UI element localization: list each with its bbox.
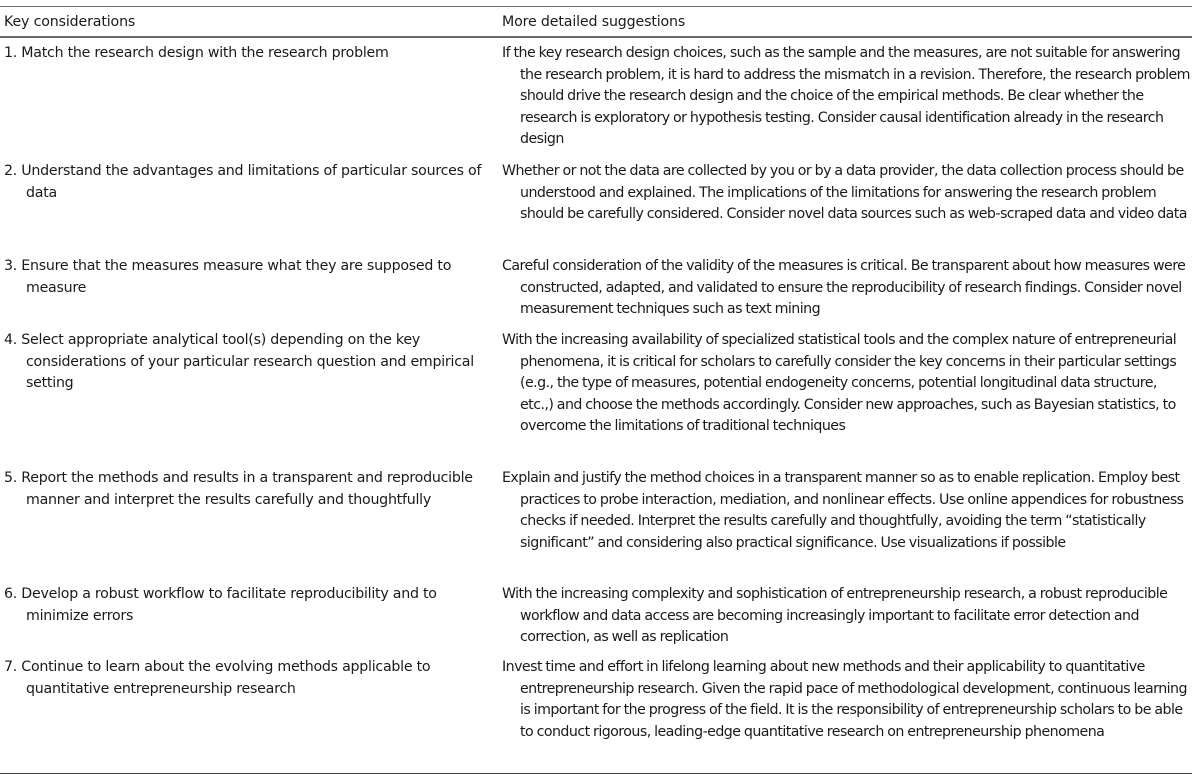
- table-row: [0, 581, 1192, 654]
- consideration-cell: 2. Understand the advantages and limitations of particular sources of data: [4, 163, 482, 201]
- suggestion-cell: Whether or not the data are collected by you or by a data provider, the data collection process should be understood and explained. The implications of the limitations for answering the research problem should be carefully considered. Consider novel data sources such as web-scraped data and video data: [502, 163, 1187, 222]
- consideration-cell: 3. Ensure that the measures measure what they are supposed to measure: [4, 258, 452, 296]
- recommendations-table: [0, 6, 1192, 774]
- table-row: [0, 465, 1192, 581]
- table-row: [0, 253, 1192, 327]
- consideration-cell: 1. Match the research design with the research problem: [4, 45, 389, 61]
- suggestion-cell: Careful consideration of the validity of the measures is critical. Be transparent about how measures were constructed, adapted, and validated to ensure the reproducibility of research findings. Consider novel measurement techniques such as text mining: [502, 258, 1186, 317]
- suggestion-cell: If the key research design choices, such as the sample and the measures, are not suitable for answering the research problem, it is hard to address the mismatch in a revision. Therefore, the research problem should drive the research design and the choice of the empirical methods. Be clear whether the research is exploratory or hypothesis testing. Consider causal identification already in the research design: [502, 45, 1190, 147]
- table-header-row: [0, 7, 1192, 38]
- consideration-cell: 6. Develop a robust workflow to facilitate reproducibility and to minimize errors: [4, 586, 437, 624]
- suggestion-cell: Invest time and effort in lifelong learning about new methods and their applicability to quantitative entrepreneurship research. Given the rapid pace of methodological development, continuous learning is important for the progress of the field. It is the responsibility of entrepreneurship scholars to be able to conduct rigorous, leading-edge quantitative research on entrepreneurship phenomena: [502, 659, 1187, 740]
- suggestion-cell: With the increasing complexity and sophistication of entrepreneurship research, a robust reproducible workflow and data access are becoming increasingly important to facilitate error detection and correction, as well as replication: [502, 586, 1168, 645]
- table-row: [0, 157, 1192, 253]
- table-row: [0, 327, 1192, 465]
- suggestion-cell: With the increasing availability of specialized statistical tools and the complex nature of entrepreneurial phenomena, it is critical for scholars to carefully consider the key concerns in their particular settings (e.g., the type of measures, potential endogeneity concerns, potential longitudinal data structure, etc.,) and choose the methods accordingly. Consider new approaches, such as Bayesian statistics, to overcome the limitations of traditional techniques: [502, 332, 1177, 434]
- header-key-considerations: Key considerations: [4, 13, 136, 30]
- table-row: [0, 654, 1192, 773]
- consideration-cell: 4. Select appropriate analytical tool(s) depending on the key considerations of your particular research question and empirical setting: [4, 332, 474, 391]
- consideration-cell: 7. Continue to learn about the evolving methods applicable to quantitative entrepreneurship research: [4, 659, 431, 697]
- suggestion-cell: Explain and justify the method choices in a transparent manner so as to enable replication. Employ best practices to probe interaction, mediation, and nonlinear effects. Use online appendices for robustness checks if needed. Interpret the results carefully and thoughtfully, avoiding the term “statistically significant” and considering also practical significance. Use visualizations if possible: [502, 470, 1184, 551]
- header-detailed-suggestions: More detailed suggestions: [502, 13, 686, 30]
- consideration-cell: 5. Report the methods and results in a transparent and reproducible manner and interpret the results carefully and thoughtfully: [4, 470, 473, 508]
- table-row: [0, 38, 1192, 157]
